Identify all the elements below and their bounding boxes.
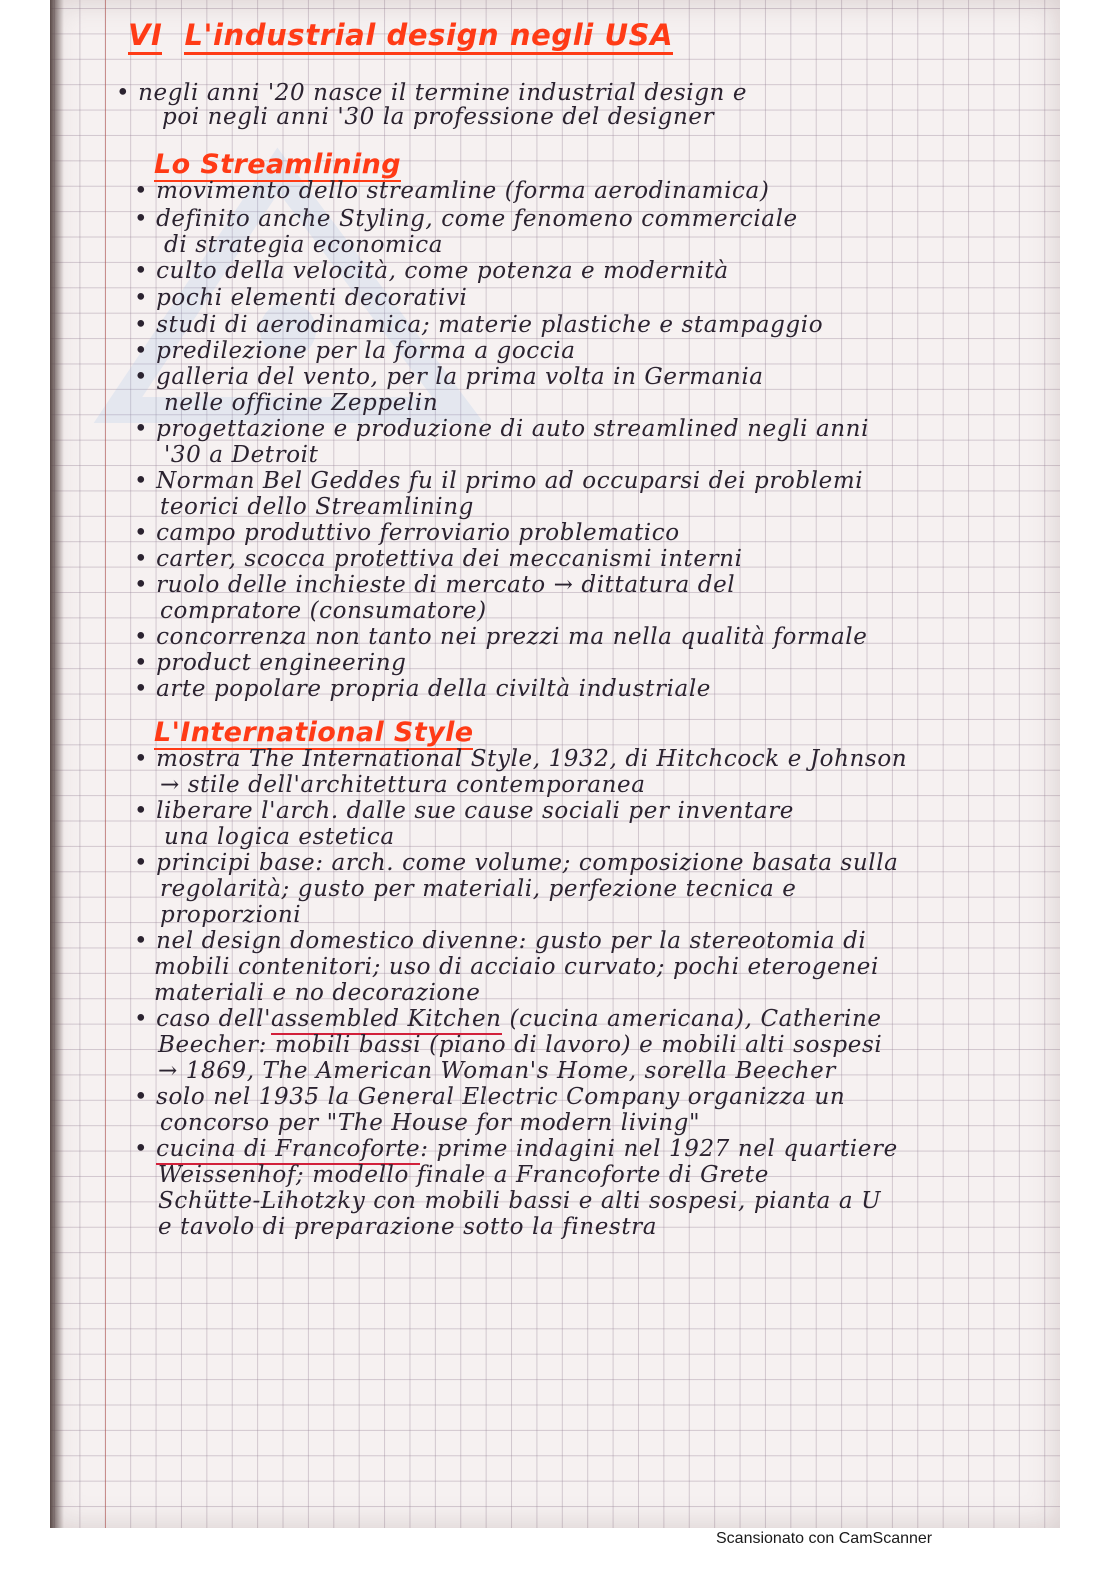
scanner-footer: Scansionato con CamScanner (716, 1530, 933, 1547)
note-line: • liberare l'arch. dalle sue cause sociali per inventare (134, 798, 795, 824)
note-line: • concorrenza non tanto nei prezzi ma nella qualità formale (134, 624, 868, 650)
note-line: • carter, scocca protettiva dei meccanismi interni (134, 546, 743, 572)
section-heading-streamlining: Lo Streamlining (154, 149, 402, 180)
note-line: nelle officine Zeppelin (164, 390, 439, 416)
note-line: • campo produttivo ferroviario problematico (134, 520, 680, 546)
note-line: Beecher: mobili bassi (piano di lavoro) e mobili alti sospesi (158, 1032, 883, 1058)
intro-line: poi negli anni '30 la professione del designer (162, 104, 715, 130)
note-line: Schütte-Lihotzky con mobili bassi e alti sospesi, pianta a U (158, 1188, 882, 1214)
notebook-page (50, 0, 1060, 1528)
note-line: • culto della velocità, come potenza e modernità (134, 258, 729, 284)
note-line: • studi di aerodinamica; materie plastiche e stampaggio (134, 312, 824, 338)
note-line: • principi base: arch. come volume; composizione basata sulla (134, 850, 899, 876)
chapter-number: VI (128, 18, 162, 55)
section-heading-international-style: L'International Style (154, 717, 474, 748)
note-line: → stile dell'architettura contemporanea (160, 772, 646, 798)
note-line: teorici dello Streamlining (160, 494, 474, 520)
note-line: regolarità; gusto per materiali, perfezione tecnica e (160, 876, 797, 902)
note-line: • nel design domestico divenne: gusto per la stereotomia di (134, 928, 867, 954)
note-line-assembled-kitchen: • caso dell'assembled Kitchen (cucina americana), Catherine (134, 1006, 882, 1032)
note-line: proporzioni (160, 902, 302, 928)
note-line: mobili contenitori; uso di acciaio curvato; pochi eterogenei (154, 954, 879, 980)
note-line: • pochi elementi decorativi (134, 285, 468, 311)
note-line: una logica estetica (164, 824, 395, 850)
note-line: • predilezione per la forma a goccia (134, 338, 576, 364)
note-line: • ruolo delle inchieste di mercato → dittatura del (134, 572, 736, 598)
note-line-frankfurt-kitchen: • cucina di Francoforte: prime indagini nel 1927 nel quartiere (134, 1136, 898, 1162)
note-line: • galleria del vento, per la prima volta in Germania (134, 364, 764, 390)
note-line: compratore (consumatore) (160, 598, 487, 624)
note-line: • solo nel 1935 la General Electric Company organizza un (134, 1084, 846, 1110)
underlined-term: assembled Kitchen (271, 1006, 502, 1035)
underlined-term: cucina di Francoforte (156, 1136, 420, 1165)
note-line: • product engineering (134, 650, 407, 676)
note-line: • Norman Bel Geddes fu il primo ad occuparsi dei problemi (134, 468, 864, 494)
note-line: • progettazione e produzione di auto streamlined negli anni (134, 416, 870, 442)
note-line: • mostra The International Style, 1932, di Hitchcock e Johnson (134, 746, 908, 772)
note-line: e tavolo di preparazione sotto la finestra (158, 1214, 658, 1240)
note-line: concorso per "The House for modern living" (160, 1110, 701, 1136)
note-line: • arte popolare propria della civiltà industriale (134, 676, 711, 702)
margin-line (105, 0, 106, 1528)
note-line: • movimento dello streamline (forma aerodinamica) (134, 178, 770, 204)
title-text: L'industrial design negli USA (184, 18, 673, 55)
note-line: materiali e no decorazione (154, 980, 481, 1006)
note-line: • definito anche Styling, come fenomeno commerciale (134, 206, 798, 232)
note-line: → 1869, The American Woman's Home, sorella Beecher (158, 1058, 836, 1084)
note-line: '30 a Detroit (164, 442, 319, 468)
note-line: di strategia economica (164, 232, 444, 258)
note-line: Weissenhof; modello finale a Francoforte di Grete (158, 1162, 769, 1188)
intro-line: • negli anni '20 nasce il termine industrial design e (116, 80, 748, 106)
page-title (128, 18, 673, 52)
